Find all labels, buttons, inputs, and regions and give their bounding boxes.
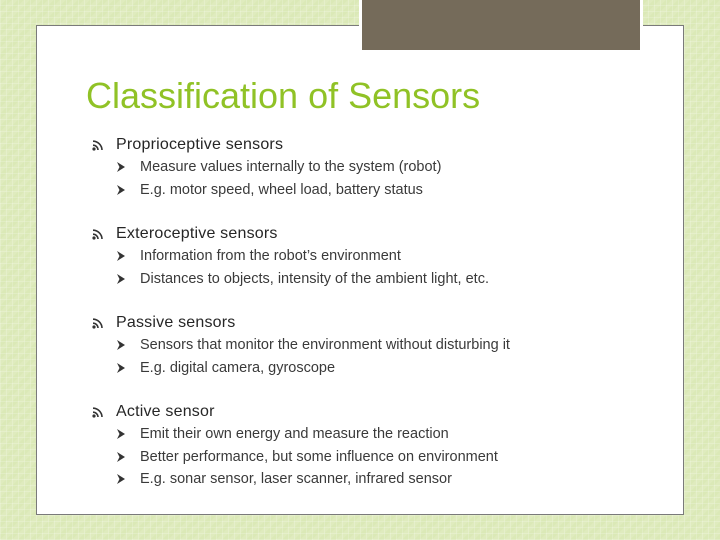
sub-item-text: Emit their own energy and measure the reaction <box>140 426 449 443</box>
sub-item <box>92 245 652 268</box>
sub-item <box>92 156 652 179</box>
sub-item <box>92 468 652 491</box>
arrowhead-icon <box>116 161 140 173</box>
wifi-signal-icon <box>92 317 116 329</box>
arrowhead-icon <box>116 273 140 285</box>
sub-item-text: E.g. sonar sensor, laser scanner, infrared sensor <box>140 471 452 488</box>
arrowhead-icon <box>116 250 140 262</box>
bullet-list <box>92 134 652 513</box>
item-label: Exteroceptive sensors <box>116 225 278 242</box>
item-label: Passive sensors <box>116 314 236 331</box>
list-item <box>92 312 652 379</box>
arrowhead-icon <box>116 428 140 440</box>
item-label: Proprioceptive sensors <box>116 136 284 153</box>
list-item <box>92 401 652 491</box>
sub-item <box>92 423 652 446</box>
sub-item <box>92 446 652 469</box>
wifi-signal-icon <box>92 228 116 240</box>
wifi-signal-icon <box>92 406 116 418</box>
list-item <box>92 134 652 201</box>
sub-item <box>92 268 652 291</box>
wifi-signal-icon <box>92 139 116 151</box>
sub-item-text: Measure values internally to the system (robot) <box>140 159 442 176</box>
sub-item-text: Information from the robot’s environment <box>140 248 401 265</box>
item-label: Active sensor <box>116 403 215 420</box>
sub-item-text: Distances to objects, intensity of the ambient light, etc. <box>140 270 489 287</box>
sub-item <box>92 357 652 380</box>
decorative-tab <box>359 0 643 53</box>
list-item <box>92 223 652 290</box>
sub-item-text: Sensors that monitor the environment without disturbing it <box>140 337 510 354</box>
sub-item-text: Better performance, but some influence on environment <box>140 448 498 465</box>
arrowhead-icon <box>116 339 140 351</box>
sub-item <box>92 179 652 202</box>
sub-item <box>92 334 652 357</box>
arrowhead-icon <box>116 184 140 196</box>
sub-item-text: E.g. motor speed, wheel load, battery status <box>140 181 423 198</box>
arrowhead-icon <box>116 362 140 374</box>
arrowhead-icon <box>116 473 140 485</box>
slide-title: Classification of Sensors <box>86 75 481 116</box>
arrowhead-icon <box>116 451 140 463</box>
sub-item-text: E.g. digital camera, gyroscope <box>140 359 336 376</box>
